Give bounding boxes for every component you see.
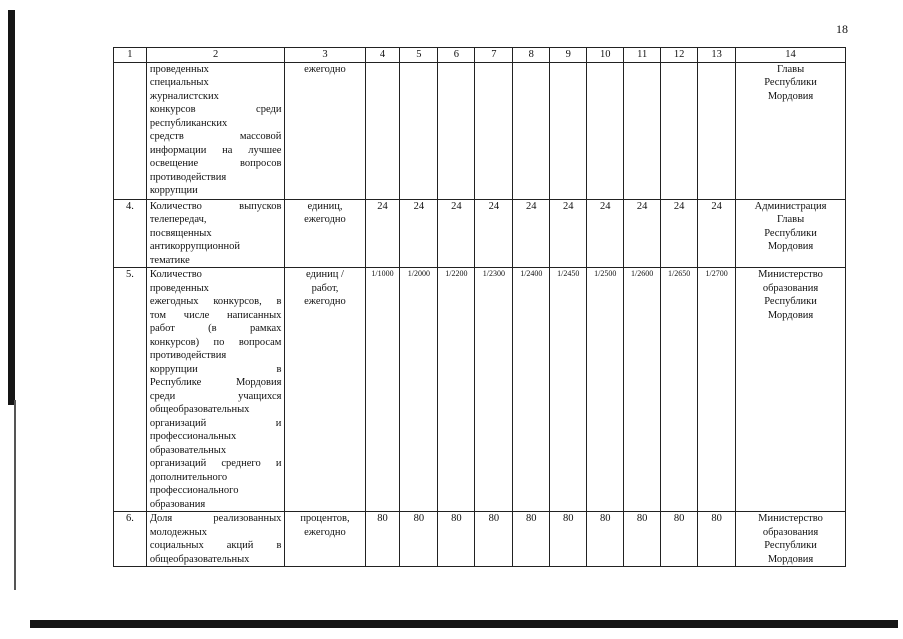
value-cell: 80 <box>550 512 587 567</box>
value-cell <box>365 62 400 199</box>
value-cell: 80 <box>661 512 698 567</box>
value-cell: 80 <box>475 512 513 567</box>
value-cell: 24 <box>624 199 661 268</box>
unit-cell: процентов, ежегодно <box>285 512 365 567</box>
value-cell: 80 <box>438 512 475 567</box>
value-cell: 80 <box>624 512 661 567</box>
value-cell: 1/2700 <box>698 268 736 512</box>
value-cell <box>624 62 661 199</box>
column-header: 13 <box>698 48 736 63</box>
value-cell: 80 <box>400 512 438 567</box>
row-number: 4. <box>114 199 147 268</box>
scan-left-edge-shadow <box>8 10 15 405</box>
value-cell: 1/2600 <box>624 268 661 512</box>
value-cell: 24 <box>550 199 587 268</box>
unit-cell: единиц / работ, ежегодно <box>285 268 365 512</box>
column-header: 10 <box>587 48 624 63</box>
column-number-row <box>114 48 846 63</box>
value-cell: 1/2500 <box>587 268 624 512</box>
table-row <box>114 199 846 268</box>
value-cell: 1/1000 <box>365 268 400 512</box>
indicators-table <box>113 47 846 567</box>
column-header: 4 <box>365 48 400 63</box>
table-row <box>114 62 846 199</box>
value-cell: 24 <box>513 199 550 268</box>
value-cell: 24 <box>661 199 698 268</box>
value-cell <box>698 62 736 199</box>
value-cell: 80 <box>365 512 400 567</box>
executor-cell: Главы Республики Мордовия <box>736 62 846 199</box>
column-header: 8 <box>513 48 550 63</box>
indicator-name: проведенных специальных журналистских конкурсов среди республиканских средств массовой информации на лучшее освещение вопросов противодействия коррупции <box>146 62 285 199</box>
scan-bottom-edge-shadow <box>30 620 898 628</box>
column-header: 6 <box>438 48 475 63</box>
column-header: 11 <box>624 48 661 63</box>
column-header: 7 <box>475 48 513 63</box>
column-header: 14 <box>736 48 846 63</box>
value-cell: 24 <box>365 199 400 268</box>
column-header: 3 <box>285 48 365 63</box>
indicator-name: Количество проведенных ежегодных конкурсов, в том числе написанных работ (в рамках конкурсов) по вопросам противодействия коррупции в Республике Мордовия среди учащихся общеобразовательных организаций и профессиональных образовательных организаций среднего и дополнительного профессионального образования <box>146 268 285 512</box>
executor-cell: Министерство образования Республики Мордовия <box>736 512 846 567</box>
unit-cell: ежегодно <box>285 62 365 199</box>
value-cell: 24 <box>587 199 624 268</box>
value-cell: 24 <box>698 199 736 268</box>
value-cell: 1/2450 <box>550 268 587 512</box>
value-cell: 24 <box>438 199 475 268</box>
page-number: 18 <box>836 22 848 36</box>
column-header: 12 <box>661 48 698 63</box>
value-cell: 1/2200 <box>438 268 475 512</box>
indicator-name: Доля реализованных молодежных социальных акций в общеобразовательных <box>146 512 285 567</box>
value-cell: 1/2650 <box>661 268 698 512</box>
value-cell <box>400 62 438 199</box>
value-cell: 80 <box>513 512 550 567</box>
value-cell: 80 <box>698 512 736 567</box>
scan-left-edge-line <box>14 400 16 590</box>
column-header: 1 <box>114 48 147 63</box>
unit-cell: единиц, ежегодно <box>285 199 365 268</box>
row-number: 6. <box>114 512 147 567</box>
value-cell <box>438 62 475 199</box>
executor-cell: Администрация Главы Республики Мордовия <box>736 199 846 268</box>
value-cell: 80 <box>587 512 624 567</box>
table-row <box>114 268 846 512</box>
value-cell: 1/2000 <box>400 268 438 512</box>
value-cell <box>661 62 698 199</box>
row-number: 5. <box>114 268 147 512</box>
executor-cell: Министерство образования Республики Мордовия <box>736 268 846 512</box>
value-cell: 24 <box>400 199 438 268</box>
value-cell: 24 <box>475 199 513 268</box>
value-cell: 1/2400 <box>513 268 550 512</box>
value-cell <box>475 62 513 199</box>
column-header: 5 <box>400 48 438 63</box>
value-cell <box>513 62 550 199</box>
table-row <box>114 512 846 567</box>
value-cell <box>550 62 587 199</box>
column-header: 9 <box>550 48 587 63</box>
value-cell: 1/2300 <box>475 268 513 512</box>
indicator-name: Количество выпусков телепередач, посвященных антикоррупционной тематике <box>146 199 285 268</box>
value-cell <box>587 62 624 199</box>
column-header: 2 <box>146 48 285 63</box>
row-number <box>114 62 147 199</box>
